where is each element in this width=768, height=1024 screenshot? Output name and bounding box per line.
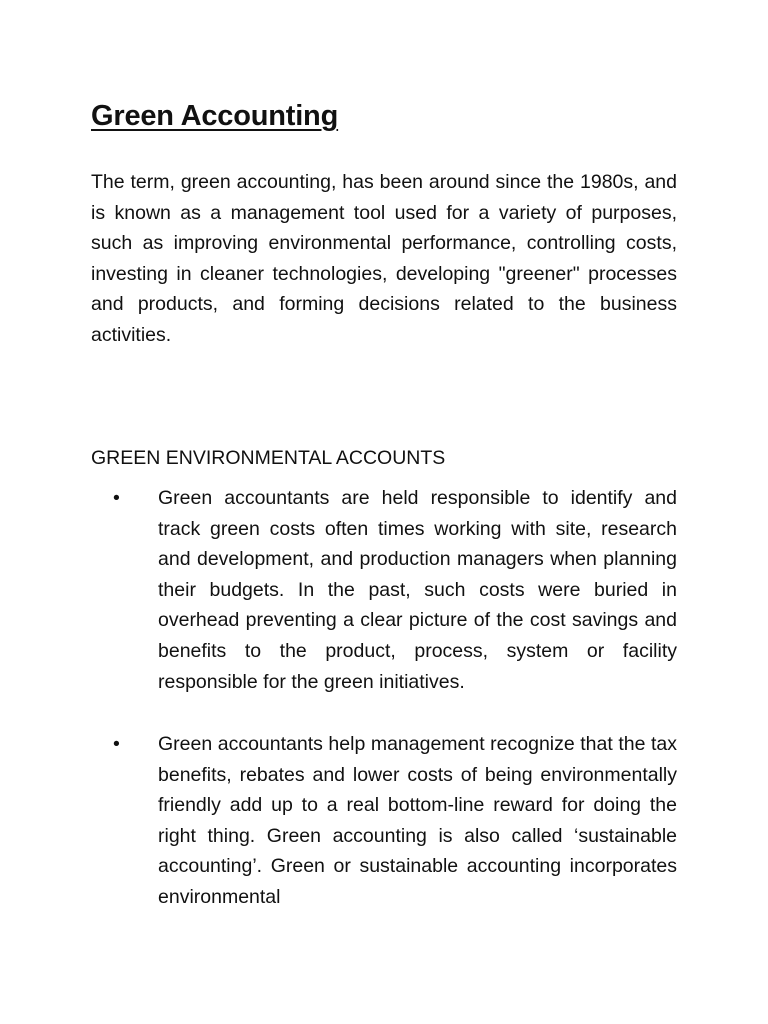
- page-title: Green Accounting: [91, 100, 339, 132]
- section-heading: GREEN ENVIRONMENTAL ACCOUNTS: [91, 447, 446, 469]
- bullet-icon: •: [113, 733, 120, 755]
- bullet-icon: •: [113, 487, 120, 509]
- bullet-text: Green accountants are held responsible to identify and track green costs often times working with site, research and development, and production managers when planning their budgets. In the past, such costs were buried in overhead preventing a clear picture of the cost savings and benefits to the product, process, system or facility responsible for the green initiatives.: [158, 487, 677, 693]
- intro-paragraph: The term, green accounting, has been around since the 1980s, and is known as a management tool used for a variety of purposes, such as improving environmental performance, controlling costs, investing in cleaner technologies, developing "greener" processes and products, and forming decisions related to the business activities.: [91, 171, 677, 346]
- bullet-text: Green accountants help management recognize that the tax benefits, rebates and lower costs of being environmentally friendly add up to a real bottom-line reward for doing the right thing. Green accounting is also called ‘sustainable accounting’. Green or sustainable accounting incorporates environmental: [158, 733, 677, 908]
